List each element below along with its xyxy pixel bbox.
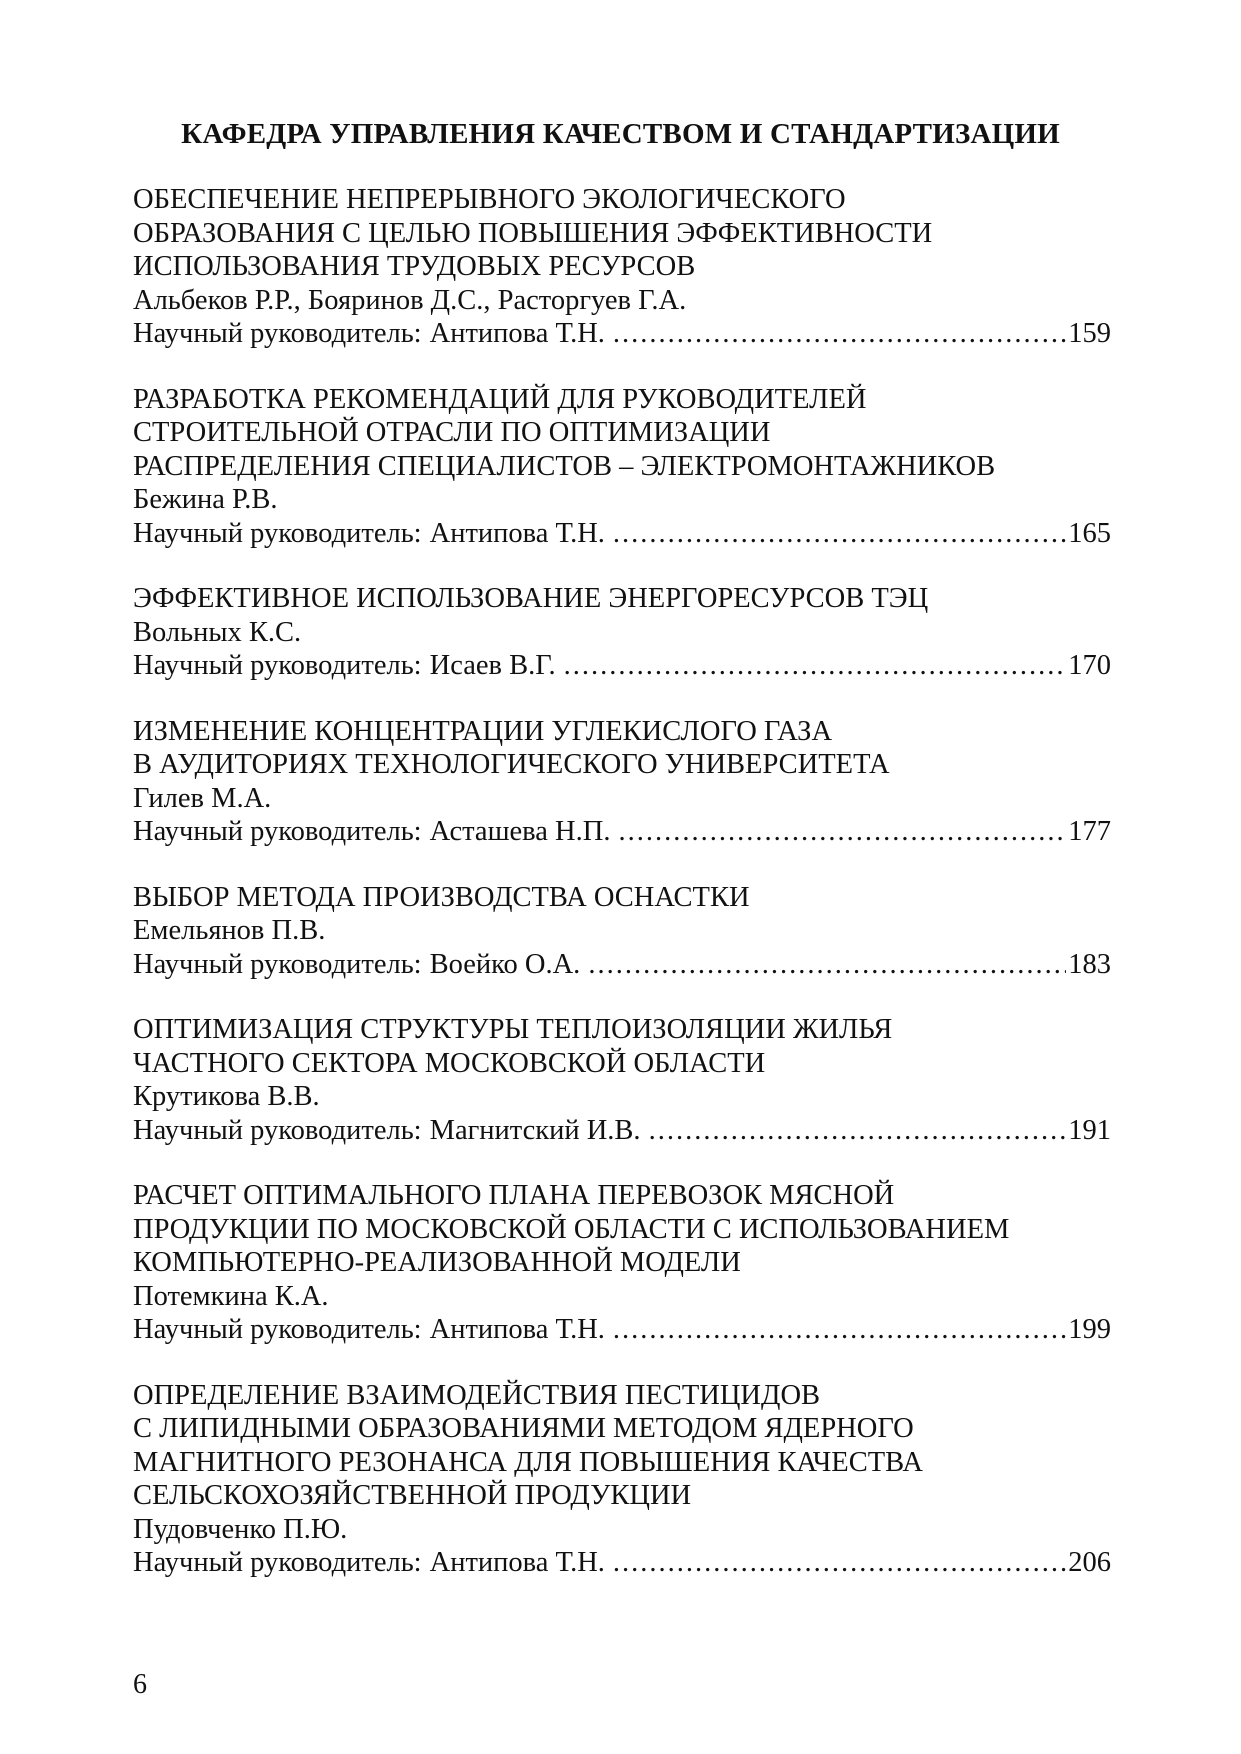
entry-authors: Пудовченко П.Ю.	[133, 1513, 348, 1545]
dot-leader	[588, 948, 1066, 982]
dot-leader	[618, 815, 1066, 849]
entry-authors: Вольных К.С.	[133, 616, 302, 648]
supervisor-line	[133, 1313, 1111, 1347]
entry-page-ref[interactable]: 199	[1068, 1314, 1111, 1345]
supervisor-name: Магнитский И.В.	[429, 1114, 641, 1146]
entry-authors: Бежина Р.В.	[133, 484, 278, 515]
supervisor-name: Антипова Т.Н.	[429, 1547, 605, 1578]
page-number: 6	[133, 1669, 147, 1700]
entry-authors: Емельянов П.В.	[133, 915, 326, 946]
entry-title-line: СТРОИТЕЛЬНОЙ ОТРАСЛИ ПО ОПТИМИЗАЦИИ	[133, 417, 771, 448]
entry-title-line: РАСЧЕТ ОПТИМАЛЬНОГО ПЛАНА ПЕРЕВОЗОК МЯСНОЙ	[133, 1180, 895, 1211]
entry-title-line: ВЫБОР МЕТОДА ПРОИЗВОДСТВА ОСНАСТКИ	[133, 881, 750, 913]
entry-page-ref[interactable]: 177	[1068, 816, 1111, 847]
supervisor-name: Антипова Т.Н.	[429, 318, 605, 349]
entry-authors: Гилев М.А.	[133, 782, 272, 814]
supervisor-name: Исаев В.Г.	[429, 650, 556, 681]
entry-authors: Потемкина К.А.	[133, 1280, 329, 1312]
supervisor-name: Антипова Т.Н.	[429, 1314, 605, 1345]
entry-title-line: В АУДИТОРИЯХ ТЕХНОЛОГИЧЕСКОГО УНИВЕРСИТЕТА	[133, 749, 890, 780]
toc-entry	[133, 1179, 1111, 1347]
supervisor-label: Научный руководитель:	[133, 948, 422, 980]
supervisor-line	[133, 948, 1111, 982]
toc-entry	[133, 1379, 1111, 1580]
entry-title-line: ИСПОЛЬЗОВАНИЯ ТРУДОВЫХ РЕСУРСОВ	[133, 251, 696, 282]
supervisor-label: Научный руководитель:	[133, 517, 422, 549]
table-of-contents	[133, 183, 1111, 1612]
supervisor-name: Воейко О.А.	[429, 948, 581, 980]
entry-title-line: РАСПРЕДЕЛЕНИЯ СПЕЦИАЛИСТОВ – ЭЛЕКТРОМОНТАЖНИКОВ	[133, 450, 996, 482]
entry-page-ref[interactable]: 191	[1068, 1114, 1111, 1146]
toc-entry	[133, 715, 1111, 849]
supervisor-label: Научный руководитель:	[133, 1314, 422, 1345]
entry-title-line: ОПТИМИЗАЦИЯ СТРУКТУРЫ ТЕПЛОИЗОЛЯЦИИ ЖИЛЬЯ	[133, 1014, 893, 1045]
supervisor-label: Научный руководитель:	[133, 650, 422, 681]
entry-page-ref[interactable]: 206	[1068, 1547, 1111, 1578]
entry-title-line: РАЗРАБОТКА РЕКОМЕНДАЦИЙ ДЛЯ РУКОВОДИТЕЛЕЙ	[133, 383, 867, 415]
entry-title-line: КОМПЬЮТЕРНО-РЕАЛИЗОВАННОЙ МОДЕЛИ	[133, 1247, 741, 1278]
entry-page-ref[interactable]: 183	[1068, 948, 1111, 980]
supervisor-line	[133, 815, 1111, 849]
entry-title-line: ИЗМЕНЕНИЕ КОНЦЕНТРАЦИИ УГЛЕКИСЛОГО ГАЗА	[133, 715, 833, 747]
supervisor-name: Антипова Т.Н.	[429, 517, 605, 549]
dot-leader	[613, 1546, 1066, 1580]
supervisor-label: Научный руководитель:	[133, 816, 422, 847]
supervisor-label: Научный руководитель:	[133, 1114, 422, 1146]
entry-page-ref[interactable]: 165	[1068, 517, 1111, 549]
entry-title-line: ЧАСТНОГО СЕКТОРА МОСКОВСКОЙ ОБЛАСТИ	[133, 1047, 766, 1079]
entry-title-line: ЭФФЕКТИВНОЕ ИСПОЛЬЗОВАНИЕ ЭНЕРГОРЕСУРСОВ ТЭЦ	[133, 583, 929, 614]
entry-title-line: МАГНИТНОГО РЕЗОНАНСА ДЛЯ ПОВЫШЕНИЯ КАЧЕСТВА	[133, 1446, 923, 1478]
supervisor-line	[133, 517, 1111, 551]
entry-page-ref[interactable]: 159	[1068, 318, 1111, 349]
toc-entry	[133, 881, 1111, 982]
dot-leader	[613, 517, 1066, 551]
entry-title-line: ОБРАЗОВАНИЯ С ЦЕЛЬЮ ПОВЫШЕНИЯ ЭФФЕКТИВНОСТИ	[133, 217, 933, 249]
toc-entry	[133, 183, 1111, 351]
supervisor-line	[133, 317, 1111, 351]
entry-page-ref[interactable]: 170	[1068, 650, 1111, 681]
supervisor-line	[133, 1546, 1111, 1580]
dot-leader	[649, 1114, 1067, 1148]
entry-authors: Альбеков Р.Р., Бояринов Д.С., Расторгуев Г.А.	[133, 284, 687, 316]
supervisor-name: Асташева Н.П.	[429, 816, 611, 847]
supervisor-line	[133, 649, 1111, 683]
entry-title-line: ОБЕСПЕЧЕНИЕ НЕПРЕРЫВНОГО ЭКОЛОГИЧЕСКОГО	[133, 184, 846, 215]
entry-title-line: ОПРЕДЕЛЕНИЕ ВЗАИМОДЕЙСТВИЯ ПЕСТИЦИДОВ	[133, 1379, 821, 1411]
entry-title-line: СЕЛЬСКОХОЗЯЙСТВЕННОЙ ПРОДУКЦИИ	[133, 1480, 692, 1511]
dot-leader	[613, 1313, 1066, 1347]
dot-leader	[564, 649, 1067, 683]
supervisor-label: Научный руководитель:	[133, 1547, 422, 1578]
entry-authors: Крутикова В.В.	[133, 1081, 320, 1112]
section-title: КАФЕДРА УПРАВЛЕНИЯ КАЧЕСТВОМ И СТАНДАРТИЗАЦИИ	[181, 118, 1060, 150]
dot-leader	[613, 317, 1066, 351]
toc-entry	[133, 1013, 1111, 1147]
toc-entry	[133, 582, 1111, 683]
entry-title-line: С ЛИПИДНЫМИ ОБРАЗОВАНИЯМИ МЕТОДОМ ЯДЕРНОГО	[133, 1413, 914, 1444]
toc-entry	[133, 383, 1111, 551]
entry-title-line: ПРОДУКЦИИ ПО МОСКОВСКОЙ ОБЛАСТИ С ИСПОЛЬЗОВАНИЕМ	[133, 1213, 1010, 1245]
supervisor-line	[133, 1114, 1111, 1148]
supervisor-label: Научный руководитель:	[133, 318, 422, 349]
